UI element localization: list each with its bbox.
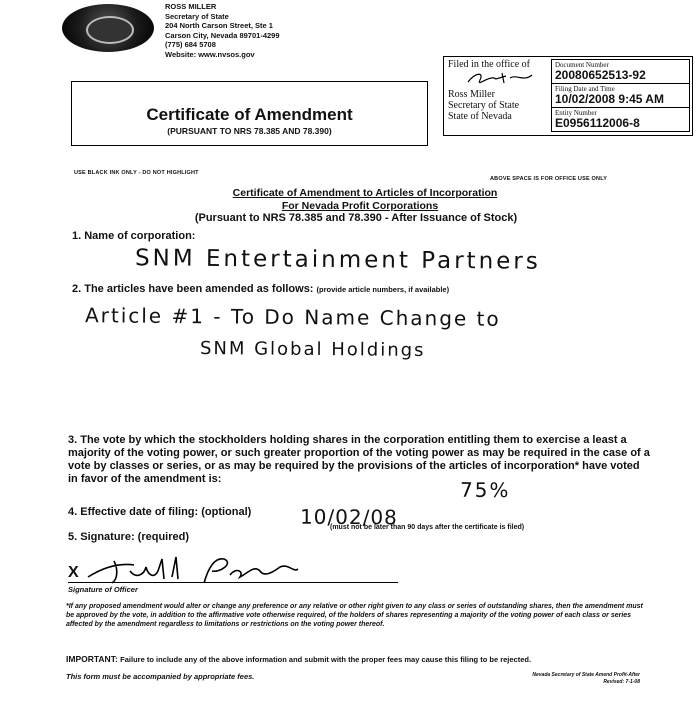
footer-form-info	[460, 672, 640, 686]
ink-note: USE BLACK INK ONLY - DO NOT HIGHLIGHT	[74, 170, 199, 176]
item5-label: 5. Signature: (required)	[68, 531, 190, 543]
item2-hint: (provide article numbers, if available)	[316, 285, 450, 294]
important-label: IMPORTANT:	[66, 654, 118, 664]
certificate-box	[71, 81, 428, 146]
signature-line	[68, 582, 398, 583]
office-use-note: ABOVE SPACE IS FOR OFFICE USE ONLY	[490, 176, 608, 182]
state-name: State of Nevada	[448, 111, 512, 122]
footer-fees-note: This form must be accompanied by appropriate fees.	[66, 672, 255, 681]
secretary-name: Ross Miller	[448, 89, 495, 100]
filed-stamp-box	[443, 56, 693, 136]
office-header	[165, 2, 280, 59]
office-title: Secretary of State	[165, 11, 229, 21]
address-line2: Carson City, Nevada 89701-4299	[165, 30, 280, 40]
signature-label: Signature of Officer	[68, 585, 138, 594]
item4-label: 4. Effective date of filing: (optional)	[68, 506, 252, 518]
certificate-subtitle: (PURSUANT TO NRS 78.385 AND 78.390)	[167, 126, 332, 136]
certificate-title: Certificate of Amendment	[146, 105, 353, 124]
filing-date-label: Filing Date and Time	[555, 85, 615, 93]
signature-x-mark: X	[68, 564, 79, 581]
document-number-label: Document Number	[555, 61, 609, 69]
entity-number: E0956112006-8	[555, 116, 640, 130]
footer-revised: Revised: 7-1-08	[603, 679, 640, 685]
website: Website: www.nvsos.gov	[165, 49, 255, 59]
office-name: ROSS MILLER	[165, 2, 217, 11]
filed-office-info	[448, 59, 548, 122]
important-notice	[66, 654, 666, 664]
filing-date-cell	[552, 83, 690, 108]
item1-label: 1. Name of corporation:	[72, 230, 196, 242]
address-line1: 204 North Carson Street, Ste 1	[165, 21, 273, 30]
important-text: Failure to include any of the above information and submit with the proper fees may cause this filing to be rejected.	[120, 655, 532, 664]
item2-label-text: 2. The articles have been amended as follows:	[72, 283, 314, 295]
filed-in-office-label: Filed in the office of	[448, 59, 531, 70]
item3-text: 3. The vote by which the stockholders holding shares in the corporation entitling them to exercise a least a majority of the voting power, or such greater proportion of the voting power as may be required in the case of a vote by classes or series, or as may be required by the provisions of the articles of incorporation* have voted in favor of the amendment is:	[68, 434, 650, 485]
secretary-title: Secretary of State	[448, 100, 520, 111]
phone: (775) 684 5708	[165, 40, 216, 49]
entity-number-label: Entity Number	[555, 109, 597, 117]
corporation-name: SNM Entertainment Partners	[134, 245, 541, 275]
footer-form-name: Nevada Secretary of State Amend Profit-After	[532, 672, 640, 678]
footnote: *If any proposed amendment would alter or change any preference or any relative or other right given to any class or series of outstanding shares, then the amendment must be approved by the vote, in addition to the affirmative vote otherwise required, of the holders of shares representing a majority of the voting power of each class or series affected by the amendment regardless to limitations or restrictions on the voting power thereof.	[66, 603, 643, 628]
form-title-line2: For Nevada Profit Corporations	[281, 200, 439, 212]
secretary-signature-icon	[466, 70, 536, 86]
vote-percentage: 75%	[459, 477, 511, 503]
entity-number-cell	[552, 107, 690, 132]
amendment-line1: Article #1 - To Do Name Change to	[84, 303, 501, 331]
state-seal	[62, 4, 154, 52]
document-number-cell	[552, 59, 690, 84]
form-title-line1: Certificate of Amendment to Articles of Incorporation	[232, 187, 498, 199]
amendment-line2: SNM Global Holdings	[199, 338, 426, 361]
item2-label	[72, 283, 449, 295]
filing-datetime: 10/02/2008 9:45 AM	[555, 92, 664, 106]
document-number: 20080652513-92	[555, 68, 646, 82]
effective-date-note: (must not be later than 90 days after the certificate is filed)	[330, 524, 525, 531]
effective-date: 10/02/08	[299, 504, 398, 530]
filing-details	[551, 59, 690, 132]
form-title-line3: (Pursuant to NRS 78.385 and 78.390 - After Issuance of Stock)	[194, 212, 518, 224]
